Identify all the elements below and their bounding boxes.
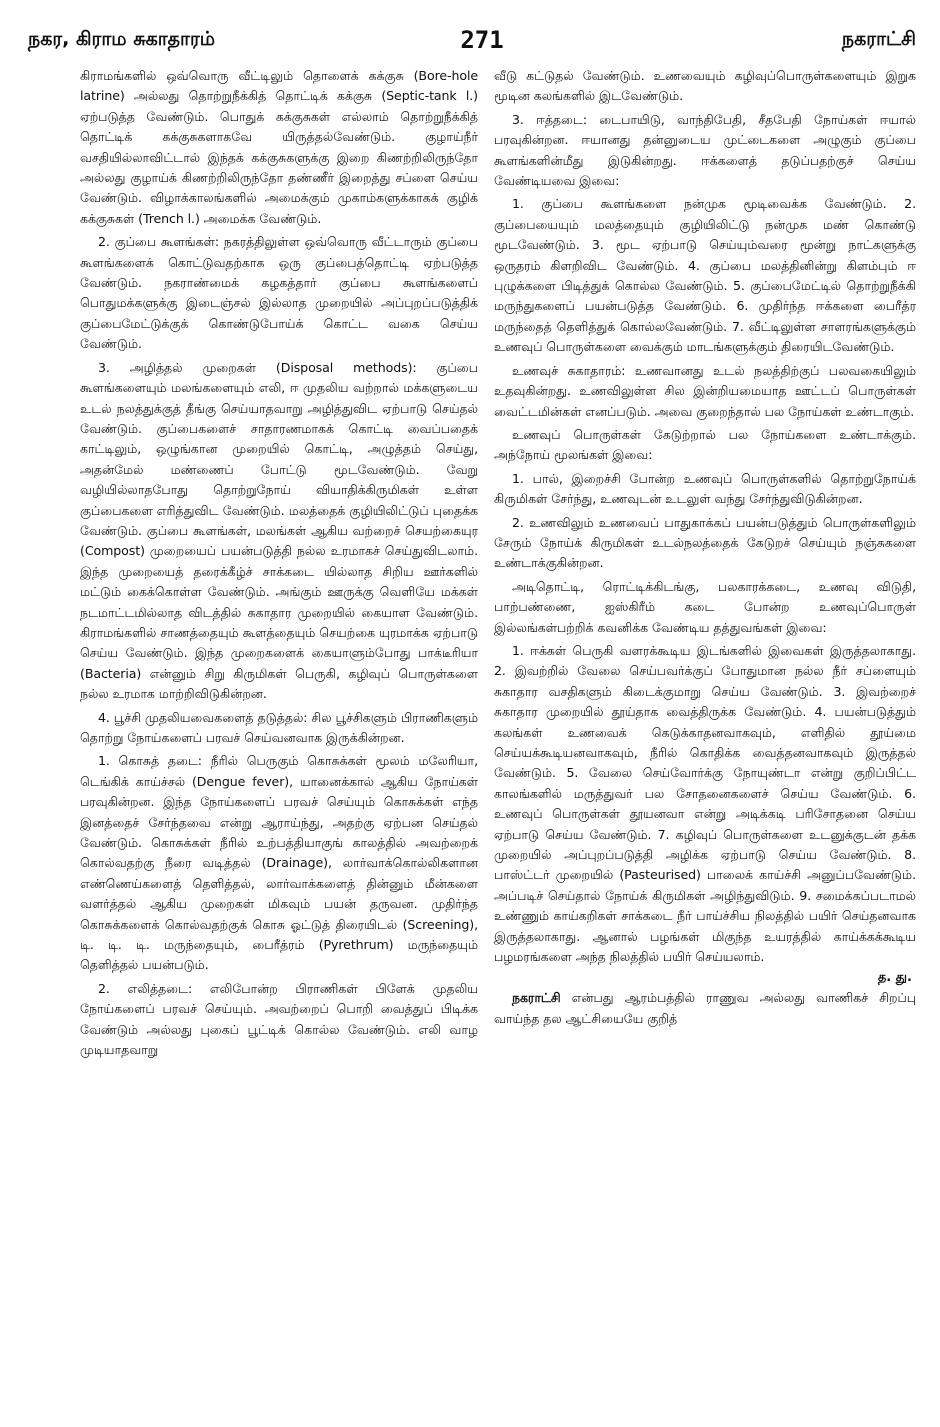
paragraph: உணவுப் பொருள்கள் கேடுற்றால் பல நோய்களை உண்டாக்கும். அந்நோய் மூலங்கள் இவை: xyxy=(494,426,916,463)
paragraph: 3. அழித்தல் முறைகள் (Disposal methods): குப்பை கூளங்களையும் மலங்களையும் எலி, ஈ முதலிய வற்றால் மக்களுடைய உடல் நலத்துக்குத் தீங்கு செய்யாதவாறு அழித்துவிட ஏற்பாடு செய்தல் வேண்டும். குப்பைகளைச் சாதாரணமாகக் கொட்டி வைப்பதைக் காட்டிலும், ஒழுங்கான முறையில் கொட்டி, அழுத்தம் செய்து, அதன்மேல் மண்ணைப் போட்டு மூடவேண்டும். வேறு வழியில்லாதபோது தொற்றுநோய் வியாதிக்கிருமிகள் உள்ள குப்பைகளை எரித்துவிட வேண்டும். மலத்தைக் குழியிலிட்டுப் புதைக்க வேண்டும். குப்பை கூளங்கள், மலங்கள் ஆகிய வற்றைச் செயற்கையுர (Compost) முறையைப் பயன்படுத்தி நல்ல உரமாகச் செய்துவிடலாம். இந்த முறையைத் தரைக்கீழ்ச் சாக்கடை யில்லாத சிறிய ஊர்களில் மட்டும் கைக்கொள்ள வேண்டும். அங்கும் ஊருக்கு வெளியே மக்கள் நடமாட்டமில்லாத விடத்தில் சுகாதார முறையில் கையாள வேண்டும். கிராமங்களில் சாணத்தையும் கூளத்தையும் செயற்கை யுரமாக்க ஏற்பாடு செய்ய வேண்டும். இந்த முறைகளைக் கையாளும்போது பாக்டீரியா (Bacteria) என்னும் சிறு கிருமிகள் பெருகி, கழிவுப் பொருள்களை நல்ல உரமாக மாற்றிவிடுகின்றன. xyxy=(80,359,478,702)
paragraph: 3. ஈத்தடை: டைபாயிடு, வாந்திபேதி, சீதபேதி நோய்கள் ஈயால் பரவுகின்றன. ஈயானது தன்னுடைய முட்டைகளை அழுகும் குப்பை கூளங்களின்மீது இடுகின்றது. ஈக்களைத் தடுப்பதற்குச் செய்ய வேண்டியவை இவை: xyxy=(494,111,916,189)
paragraph: உணவுச் சுகாதாரம்: உணவானது உடல் நலத்திற்குப் பலவகையிலும் உதவுகின்றது. உணவிலுள்ள சில இன்றியமையாத ஊட்டப் பொருள்கள் வைட்டமின்கள் எனப்படும். அவை குறைந்தால் பல நோய்கள் உண்டாகும். xyxy=(494,362,916,419)
page-number: 271 xyxy=(460,26,504,54)
paragraph: வீடு கட்டுதல் வேண்டும். உணவையும் கழிவுப்பொருள்களையும் இறுக மூடின கலங்களில் இடவேண்டும். xyxy=(494,68,916,104)
paragraph: 1. ஈக்கள் பெருகி வளரக்கூடிய இடங்களில் இவைகள் இருத்தலாகாது. 2. இவற்றில் வேலை செய்பவர்க்குப் போதுமான நல்ல நீர் சப்ளையும் சுகாதார வசதிகளும் கிடைக்குமாறு செய்ய வேண்டும். 3. இவற்றைச் சுகாதார முறையில் தூய்தாக வைத்திருக்க வேண்டும். 4. பயன்படுத்தும் கலங்கள் உணவைக் கெடுக்காதனவாகவும், எளிதில் தூய்மை செய்யக்கூடியனவாகவும், நீரில் கொதிக்க வைத்தனவாகவும் இருத்தல் வேண்டும். 5. வேலை செய்வோர்க்கு நோயுண்டா என்று குறிப்பிட்ட காலங்களில் மருத்துவர் பல சோதனைகளைச் செய்ய வேண்டும். 6. உணவுப் பொருள்கள் தூயனவா என்று அடிக்கடி பரிசோதனை செய்ய ஏற்பாடு செய்ய வேண்டும். 7. கழிவுப் பொருள்களை உடனுக்குடன் தக்க முறையில் அப்புறப்படுத்தி அழிக்க ஏற்பாடு செய்ய வேண்டும். 8. பாஸ்ட்டர் முறையில் (Pasteurised) பாலைக் காய்ச்சி அனுப்பவேண்டும். அப்படிச் செய்தால் நோய்க் கிருமிகள் அழிந்துவிடும். 9. சமைக்கப்படாமல் உண்ணும் காய்கறிகள் சாக்கடை நீர் பாய்ச்சிய நிலத்தில் பயிர் செய்தனவாக இருத்தலாகாது. ஆனால் பழங்கள் மிகுந்த உயரத்தில் காய்க்கக்கூடிய பழமரங்களை அந்த நிலத்தில் பயிர் செய்யலாம். xyxy=(494,642,916,965)
paragraph: அடிதொட்டி, ரொட்டிக்கிடங்கு, பலகாரக்கடை, உணவு விடுதி, பாற்பண்ணை, ஐஸ்கிரீம் கடை போன்ற உணவுப்பொருள் இல்லங்கள்பற்றிக் கவனிக்க வேண்டிய தத்துவங்கள் இவை: xyxy=(494,578,916,635)
author-initials: த. து. xyxy=(877,970,912,986)
signoff-row xyxy=(494,970,916,988)
paragraph: 2. குப்பை கூளங்கள்: நகரத்திலுள்ள ஒவ்வொரு வீட்டாரும் குப்பை கூளங்களைக் கொட்டுவதற்காக ஒரு குப்பைத்தொட்டி ஏற்படுத்த வேண்டும். நகராண்மைக் கழகத்தார் குப்பை கூளங்களைப் பொதுமக்களுக்கு இடைஞ்சல் இல்லாத முறையில் அப்புறப்படுத்திக் குப்பைமேட்டுக்குக் கொண்டுபோய்க் கொட்ட வகை செய்ய வேண்டும். xyxy=(80,234,478,352)
paragraph: கிராமங்களில் ஒவ்வொரு வீட்டிலும் தொளைக் கக்குசு (Bore-hole latrine) அல்லது தொற்றுநீக்கித் தொட்டிக் கக்குசு (Septic-tank l.) ஏற்படுத்த வேண்டும். பொதுக் கக்குசுகள் எல்லாம் தொற்றுநீக்கித் தொட்டிக் கக்குசுகளாகவே யிருத்தல்வேண்டும். குழாய்நீர் வசதியில்லாவிட்டால் இந்தக் கக்குசுகளுக்கு இறை கிணற்றிலிருந்தோ அல்லது குழாய்க் கிணற்றிலிருந்தோ தண்ணீர் இறைத்து சப்ளை செய்ய வேண்டும். விழாக்காலங்களில் அமைக்கும் முகாம்களுக்காகக் குழிக் கக்குசுகள் (Trench l.) அமைக்க வேண்டும். xyxy=(80,68,478,226)
entry-heading: நகராட்சி xyxy=(512,990,561,1006)
left-column xyxy=(80,66,478,1366)
paragraph: 2. உணவிலும் உணவைப் பாதுகாக்கப் பயன்படுத்தும் பொருள்களிலும் சேரும் நோய்க் கிருமிகள் உடல்நலத்தைக் கேடுறச் செய்யும் நஞ்சுகளை உண்டாக்குகின்றன. xyxy=(494,514,916,571)
paragraph: 1. கொசுத் தடை: நீரில் பெருகும் கொசுக்கள் மூலம் மலேரியா, டெங்கிக் காய்ச்சல் (Dengue fever), யானைக்கால் ஆகிய நோய்கள் பரவுகின்றன. இந்த நோய்களைப் பரவச் செய்யும் கொசுக்கள் எந்த இனத்தைச் சேர்ந்தவை என்று ஆராய்ந்து, அதற்கு ஏற்பன செய்தல் வேண்டும். கொசுக்கள் நீரில் உற்பத்தியாகுங் காலத்தில் அவற்றைக் கொல்வதற்கு நீரை வடித்தல் (Drainage), லார்வாக்கொல்லிகளான எண்ணெய்களைத் தெளித்தல், லார்வாக்களைத் தின்னும் மீன்களை வளர்த்தல் ஆகிய முறைகள் மிகவும் பயன் தருவன. முதிர்ந்த கொசுக்களைக் கொல்வதற்குக் கொசு ஓட்டுத் திரையிடல் (Screening), டி. டி. டி. மருந்தையும், பைரீத்ரம் (Pyrethrum) மருந்தையும் தெளித்தல் பயன்படும். xyxy=(80,753,478,973)
paragraph: 4. பூச்சி முதலியவைகளைத் தடுத்தல்: சில பூச்சிகளும் பிராணிகளும் தொற்று நோய்களைப் பரவச் செய்வனவாக இருக்கின்றன. xyxy=(80,709,478,745)
right-column xyxy=(494,66,916,1406)
page-header xyxy=(28,26,916,60)
running-head-right: நகராட்சி xyxy=(841,28,916,50)
closing-paragraph xyxy=(494,988,916,1029)
running-head-left: நகர, கிராம சுகாதாரம் xyxy=(28,28,216,50)
paragraph: 2. எலித்தடை: எலிபோன்ற பிராணிகள் பிளேக் முதலிய நோய்களைப் பரவச் செய்யும். அவற்றைப் பொறி வைத்துப் பிடிக்க வேண்டும் அல்லது புகைப் பூட்டிக் கொல்ல வேண்டும். எலி வாழ முடியாதவாறு xyxy=(80,980,478,1058)
paragraph: 1. பால், இறைச்சி போன்ற உணவுப் பொருள்களில் தொற்றுநோய்க் கிருமிகள் சேர்ந்து, உணவுடன் உடலுள் வந்து சேர்ந்துவிடுகின்றன. xyxy=(494,470,916,507)
closing-text: என்பது ஆரம்பத்தில் ராணுவ அல்லது வாணிகச் சிறப்பு வாய்ந்த தல ஆட்சியையே குறித் xyxy=(494,990,916,1026)
paragraph: 1. குப்பை கூளங்களை நன்முக மூடிவைக்க வேண்டும். 2. குப்பையையும் மலத்தையும் குழியிலிட்டு நன்முக மண் கொண்டு மூடவேண்டும். 3. மூட ஏற்பாடு செய்யும்வரை மூன்று நாட்களுக்கு ஒருதரம் கிளறிவிட வேண்டும். 4. குப்பை மலத்தினின்று கிளம்பும் ஈ புழுக்களை பிடித்துக் கொல்ல வேண்டும். 5. குப்பைமேட்டில் தொற்றுநீக்கி மருந்துகளைப் பயன்படுத்த வேண்டும். 6. முதிர்ந்த ஈக்களை பைரீத்ர மருந்தைத் தெளித்துக் கொல்லவேண்டும். 7. வீட்டிலுள்ள சாளரங்களுக்கும் உணவுப் பொருள்களை வைக்கும் மாடங்களுக்கும் திரையிடவேண்டும். xyxy=(494,196,916,355)
